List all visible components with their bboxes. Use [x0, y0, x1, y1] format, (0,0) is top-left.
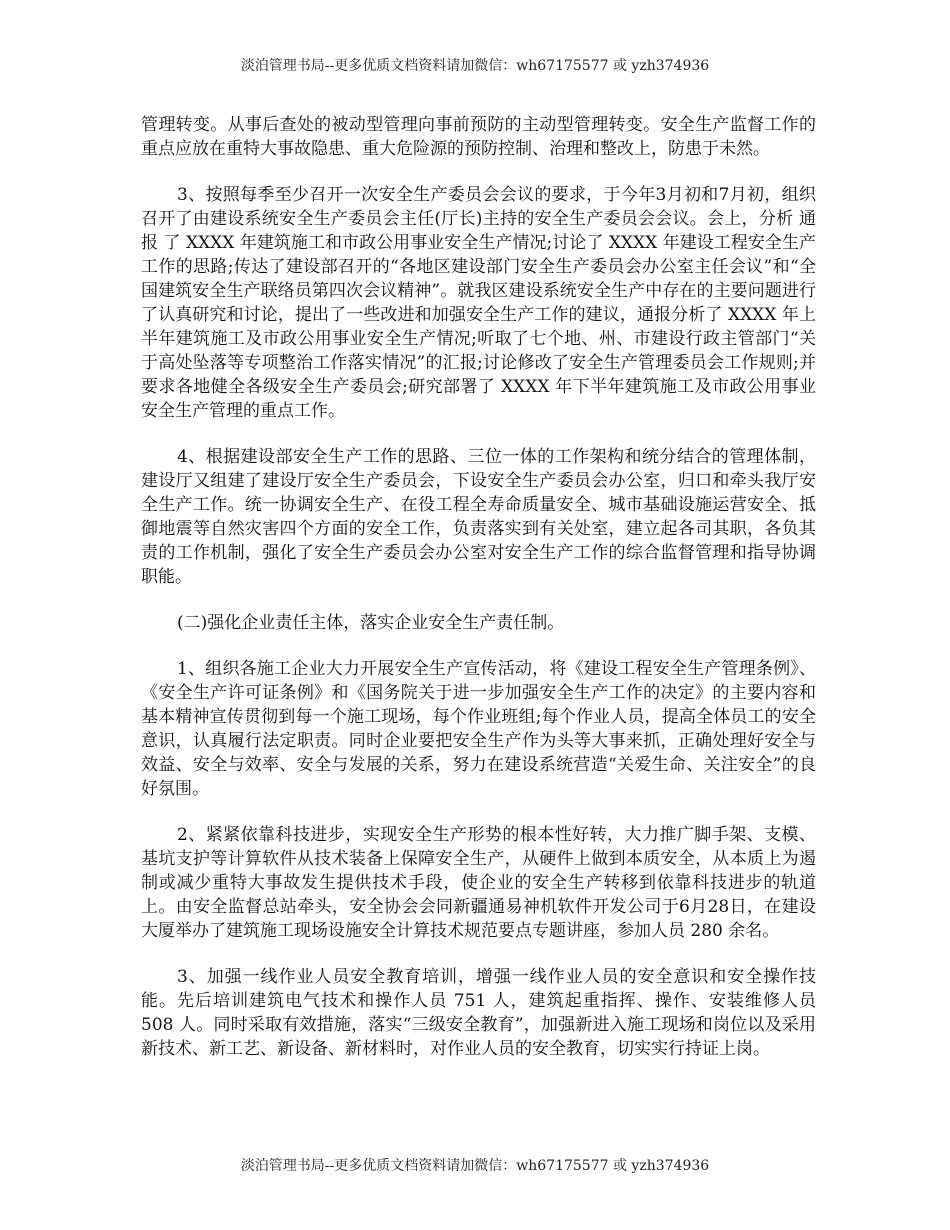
paragraph-item-3-committee-meetings: 3、按照每季至少召开一次安全生产委员会会议的要求，于今年3月初和7月初，组织召开了由建设系统安全生产委员会主任(厅长)主持的安全生产委员会会议。会上，分析 通报 了 XXXX 年建筑施工和市政公用事业安全生产情况;讨论了 XXXX 年建设工程安全生产工作的思路;传达了建设部召开的“各地区建设部门安全生产委员会办公室主任会议”和“全国建筑安全生产联络员第四次会议精神”。就我区建设系统安全生产中存在的主要问题进行了认真研究和讨论，提出了一些改进和加强安全生产工作的建议，通报分析了 XXXX 年上半年建筑施工及市政公用事业安全生产情况;听取了七个地、州、市建设行政主管部门“关于高处坠落等专项整治工作落实情况”的汇报;讨论修改了安全生产管理委员会工作规则;并要求各地健全各级安全生产委员会;研究部署了 XXXX 年下半年建筑施工及市政公用事业安全生产管理的重点工作。 [141, 185, 816, 421]
section-heading-enterprise-responsibility: (二)强化企业责任主体，落实企业安全生产责任制。 [177, 613, 565, 633]
document-body [141, 113, 816, 1083]
page-header: 淡泊管理书局--更多优质文档资料请加微信：wh67175577 或 yzh374936 [240, 58, 710, 74]
paragraph-continuation: 管理转变。从事后查处的被动型管理向事前预防的主动型管理转变。安全生产监督工作的重点应放在重特大事故隐患、重大危险源的预防控制、治理和整改上，防患于未然。 [141, 115, 816, 159]
paragraph-item-4-department-committee: 4、根据建设部安全生产工作的思路、三位一体的工作架构和统分结合的管理体制，建设厅又组建了建设厅安全生产委员会，下设安全生产委员会办公室，归口和牵头我厅安全生产工作。统一协调安全生产、在役工程全寿命质量安全、城市基础设施运营安全、抵御地震等自然灾害四个方面的安全工作，负责落实到有关处室，建立起各司其职，各负其责的工作机制，强化了安全生产委员会办公室对安全生产工作的综合监督管理和指导协调职能。 [141, 447, 816, 587]
paragraph-item-2-technology: 2、紧紧依靠科技进步，实现安全生产形势的根本性好转，大力推广脚手架、支模、基坑支护等计算软件从技术装备上保障安全生产，从硬件上做到本质安全，从本质上为遏制或减少重特大事故发生提供技术手段，使企业的安全生产转移到依靠科技进步的轨道上。由安全监督总站牵头，安全协会会同新疆通易神机软件开发公司于6月28日，在建设大厦举办了建筑施工现场设施安全计算技术规范要点专题讲座，参加人员 280 余名。 [141, 825, 816, 941]
page-footer: 淡泊管理书局--更多优质文档资料请加微信：wh67175577 或 yzh374936 [240, 1158, 710, 1174]
paragraph-item-1-publicity: 1、组织各施工企业大力开展安全生产宣传活动，将《建设工程安全生产管理条例》、《安全生产许可证条例》和《国务院关于进一步加强安全生产工作的决定》的主要内容和基本精神宣传贯彻到每一个施工现场，每个作业班组;每个作业人员，提高全体员工的安全意识，认真履行法定职责。同时企业要把安全生产作为头等大事来抓，正确处理好安全与效益、安全与效率、安全与发展的关系，努力在建设系统营造“关爱生命、关注安全”的良好氛围。 [141, 659, 816, 799]
paragraph-item-3-training: 3、加强一线作业人员安全教育培训，增强一线作业人员的安全意识和安全操作技能。先后培训建筑电气技术和操作人员 751 人，建筑起重指挥、操作、安装维修人员 508 人。同时采取有效措施，落实“三级安全教育”，加强新进入施工现场和岗位以及采用新技术、新工艺、新设备、新材料时，对作业人员的安全教育，切实实行持证上岗。 [141, 967, 816, 1059]
